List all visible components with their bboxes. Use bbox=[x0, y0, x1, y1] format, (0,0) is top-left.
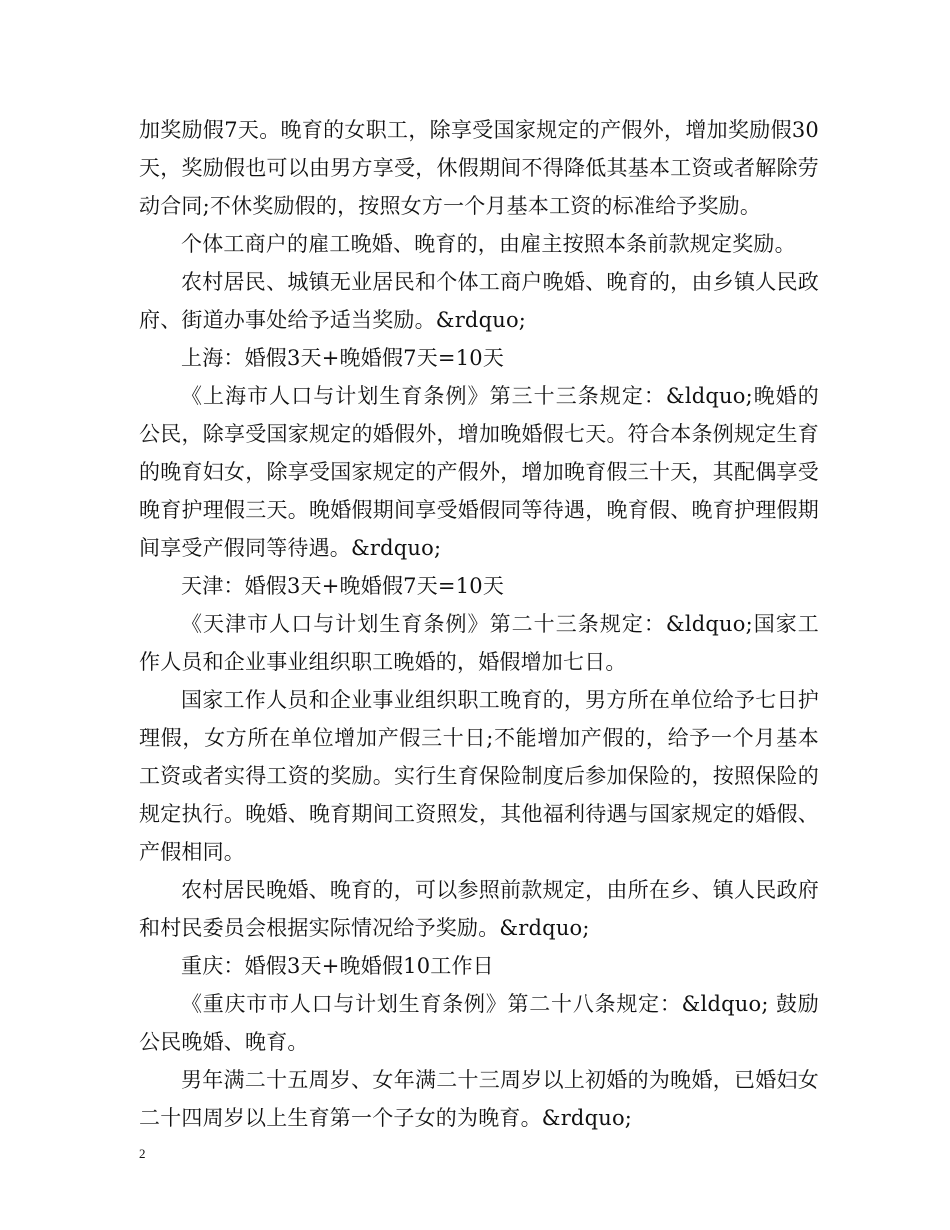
paragraph-5: 《上海市人口与计划生育条例》第三十三条规定：&ldquo;晚婚的公民，除享受国家规定的婚假外，增加晚婚假七天。符合本条例规定生育的晚育妇女，除享受国家规定的产假外，增加晚育假三十天，其配偶享受晚育护理假三天。晚婚假期间享受婚假同等待遇，晚育假、晚育护理假期间享受产假同等待遇。&rdquo; bbox=[139, 384, 819, 560]
page-number: 2 bbox=[139, 1146, 146, 1161]
paragraph-6-tianjin-heading: 天津：婚假3天+晚婚假7天=10天 bbox=[181, 574, 505, 598]
paragraph-8: 国家工作人员和企业事业组织职工晚育的，男方所在单位给予七日护理假，女方所在单位增加产假三十日;不能增加产假的，给予一个月基本工资或者实得工资的奖励。实行生育保险制度后参加保险的，按照保险的规定执行。晚婚、晚育期间工资照发，其他福利待遇与国家规定的婚假、产假相同。 bbox=[139, 688, 819, 864]
paragraph-11: 《重庆市市人口与计划生育条例》第二十八条规定：&ldquo; 鼓励公民晚婚、晚育。 bbox=[139, 992, 819, 1054]
paragraph-3: 农村居民、城镇无业居民和个体工商户晚婚、晚育的，由乡镇人民政府、街道办事处给予适当奖励。&rdquo; bbox=[139, 270, 819, 332]
paragraph-10-chongqing-heading: 重庆：婚假3天+晚婚假10工作日 bbox=[181, 954, 494, 978]
paragraph-4-shanghai-heading: 上海：婚假3天+晚婚假7天=10天 bbox=[181, 346, 505, 370]
paragraph-7: 《天津市人口与计划生育条例》第二十三条规定：&ldquo;国家工作人员和企业事业组织职工晚婚的，婚假增加七日。 bbox=[139, 612, 819, 674]
paragraph-2: 个体工商户的雇工晚婚、晚育的，由雇主按照本条前款规定奖励。 bbox=[181, 232, 796, 256]
paragraph-1: 加奖励假7天。晚育的女职工，除享受国家规定的产假外，增加奖励假30天，奖励假也可以由男方享受，休假期间不得降低其基本工资或者解除劳动合同;不休奖励假的，按照女方一个月基本工资的标准给予奖励。 bbox=[139, 118, 819, 218]
paragraph-12: 男年满二十五周岁、女年满二十三周岁以上初婚的为晚婚，已婚妇女二十四周岁以上生育第一个子女的为晚育。&rdquo; bbox=[139, 1068, 819, 1130]
document-body bbox=[139, 111, 819, 1137]
paragraph-9: 农村居民晚婚、晚育的，可以参照前款规定，由所在乡、镇人民政府和村民委员会根据实际情况给予奖励。&rdquo; bbox=[139, 878, 819, 940]
